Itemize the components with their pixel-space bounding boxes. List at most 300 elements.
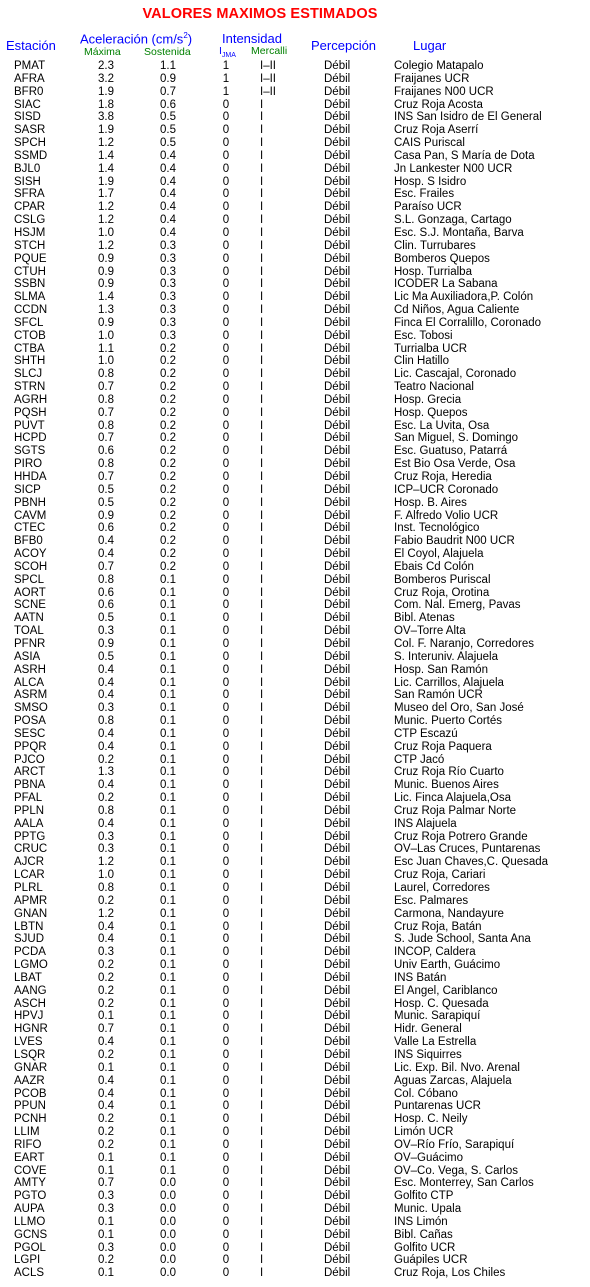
station-code: LGPI — [14, 1254, 41, 1267]
sustained-acceleration: 0.1 — [160, 1074, 176, 1087]
location: Limón UCR — [394, 1126, 454, 1139]
jma-intensity: 0 — [222, 676, 230, 689]
perception: Débil — [324, 869, 351, 882]
station-code: CTOB — [14, 329, 46, 342]
max-acceleration: 0.2 — [98, 1113, 114, 1126]
jma-intensity: 0 — [222, 1087, 230, 1100]
jma-intensity: 0 — [222, 727, 230, 740]
location: S.L. Gonzaga, Cartago — [394, 214, 512, 227]
sustained-acceleration: 0.1 — [160, 650, 176, 663]
jma-intensity: 0 — [222, 1048, 230, 1061]
perception: Débil — [324, 483, 351, 496]
jma-intensity: 0 — [222, 214, 230, 227]
station-code: LBTN — [14, 920, 44, 933]
table-row — [0, 214, 590, 227]
location: INS Limón — [394, 1215, 448, 1228]
location: Casa Pan, S María de Dota — [394, 149, 535, 162]
station-code: SCNE — [14, 599, 46, 612]
sustained-acceleration: 0.1 — [160, 1100, 176, 1113]
sustained-acceleration: 0.1 — [160, 689, 176, 702]
perception: Débil — [324, 856, 351, 869]
location: Laurel, Corredores — [394, 882, 490, 894]
location: Ebais Cd Colón — [394, 560, 474, 573]
table-row — [0, 972, 590, 985]
table-row — [0, 921, 590, 934]
location: Cruz Roja Río Cuarto — [394, 766, 504, 779]
perception: Débil — [324, 1254, 351, 1267]
jma-intensity: 1 — [222, 85, 230, 98]
station-code: AAZR — [14, 1074, 45, 1087]
mercalli-intensity: I — [260, 1203, 264, 1216]
table-row — [0, 779, 590, 792]
table-row — [0, 599, 590, 612]
mercalli-intensity: I — [260, 843, 264, 856]
sustained-acceleration: 0.1 — [160, 779, 176, 792]
table-row — [0, 1165, 590, 1178]
sustained-acceleration: 0.2 — [160, 471, 176, 483]
sustained-acceleration: 0.3 — [160, 291, 176, 304]
mercalli-intensity: I — [260, 355, 264, 368]
perception: Débil — [324, 393, 351, 406]
sustained-acceleration: 0.1 — [160, 573, 176, 586]
perception: Débil — [324, 779, 351, 792]
mercalli-intensity: I — [260, 971, 264, 984]
location: Cruz Roja, Orotina — [394, 586, 490, 599]
jma-intensity: 0 — [222, 856, 230, 869]
sustained-acceleration: 0.1 — [160, 753, 176, 766]
jma-intensity: 0 — [222, 959, 230, 972]
jma-intensity: 0 — [222, 869, 230, 882]
sustained-acceleration: 0.4 — [160, 201, 176, 214]
station-code: PJCO — [14, 753, 45, 766]
table-row — [0, 869, 590, 882]
mercalli-intensity: I — [260, 612, 264, 625]
perception: Débil — [324, 663, 351, 676]
location: Hosp. B. Aires — [394, 496, 467, 509]
location: Valle La Estrella — [394, 1036, 477, 1049]
location: Lic. Cascajal, Coronado — [394, 368, 517, 381]
perception: Débil — [324, 291, 351, 304]
max-acceleration: 0.2 — [98, 1254, 114, 1267]
jma-intensity: 0 — [222, 137, 230, 150]
location: Hosp. San Ramón — [394, 663, 488, 676]
max-acceleration: 0.8 — [98, 419, 114, 432]
table-row — [0, 664, 590, 677]
station-code: STRN — [14, 381, 46, 394]
max-acceleration: 0.4 — [98, 920, 114, 933]
max-acceleration: 1.0 — [98, 329, 114, 342]
station-code: PCNH — [14, 1113, 47, 1126]
location: Cruz Roja Paquera — [394, 740, 492, 753]
jma-intensity: 0 — [222, 560, 230, 573]
mercalli-intensity: I — [260, 1126, 264, 1139]
mercalli-intensity: I — [260, 406, 264, 419]
max-acceleration: 1.9 — [98, 124, 114, 137]
location: Cruz Roja, Los Chiles — [394, 1267, 506, 1280]
jma-intensity: 0 — [222, 663, 230, 676]
header-intensidad: Intensidad — [222, 31, 282, 46]
station-code: LLMO — [14, 1215, 46, 1228]
max-acceleration: 0.8 — [98, 393, 114, 406]
location: Puntarenas UCR — [394, 1100, 481, 1113]
mercalli-intensity: I — [260, 522, 264, 535]
station-code: LBAT — [14, 971, 42, 984]
station-code: SLMA — [14, 291, 46, 304]
max-acceleration: 1.2 — [98, 214, 114, 227]
sustained-acceleration: 1.1 — [160, 60, 176, 72]
table-row — [0, 510, 590, 523]
station-code: COVE — [14, 1164, 47, 1177]
mercalli-intensity: I — [260, 278, 264, 291]
jma-intensity: 0 — [222, 817, 230, 830]
sustained-acceleration: 0.1 — [160, 1138, 176, 1151]
perception: Débil — [324, 612, 351, 625]
perception: Débil — [324, 997, 351, 1010]
station-code: SESC — [14, 727, 46, 740]
mercalli-intensity: I — [260, 933, 264, 946]
location: Hosp. S Isidro — [394, 175, 467, 188]
page-title: VALORES MAXIMOS ESTIMADOS — [142, 6, 378, 22]
perception: Débil — [324, 419, 351, 432]
location: OV–Río Frío, Sarapiquí — [394, 1138, 515, 1151]
mercalli-intensity: I — [260, 689, 264, 702]
mercalli-intensity: I — [260, 98, 264, 111]
station-code: SPCH — [14, 137, 46, 150]
station-code: CRUC — [14, 843, 48, 856]
mercalli-intensity: I — [260, 882, 264, 894]
sustained-acceleration: 0.1 — [160, 869, 176, 882]
mercalli-intensity: I — [260, 316, 264, 329]
station-code: SFCL — [14, 316, 44, 329]
max-acceleration: 1.4 — [98, 149, 114, 162]
table-row — [0, 741, 590, 754]
perception: Débil — [324, 1010, 351, 1023]
location: Est Bio Osa Verde, Osa — [394, 458, 516, 471]
max-acceleration: 0.1 — [98, 1151, 114, 1164]
max-acceleration: 1.0 — [98, 869, 114, 882]
jma-intensity: 0 — [222, 894, 230, 907]
max-acceleration: 1.8 — [98, 98, 114, 111]
location: CTP Escazú — [394, 727, 458, 740]
table-row — [0, 368, 590, 381]
perception: Débil — [324, 1151, 351, 1164]
station-code: SMSO — [14, 702, 48, 715]
table-row — [0, 86, 590, 99]
table-row — [0, 124, 590, 137]
station-code: SPCL — [14, 573, 45, 586]
sustained-acceleration: 0.2 — [160, 445, 176, 458]
station-code: PIRO — [14, 458, 43, 471]
max-acceleration: 0.9 — [98, 252, 114, 265]
max-acceleration: 0.4 — [98, 535, 114, 548]
mercalli-intensity: I — [260, 804, 264, 817]
max-acceleration: 1.2 — [98, 201, 114, 214]
jma-intensity: 0 — [222, 252, 230, 265]
mercalli-intensity: I — [260, 599, 264, 612]
max-acceleration: 1.2 — [98, 239, 114, 252]
perception: Débil — [324, 458, 351, 471]
mercalli-intensity: I — [260, 1190, 264, 1203]
max-acceleration: 3.8 — [98, 111, 114, 124]
jma-intensity: 0 — [222, 1100, 230, 1113]
station-code: LLIM — [14, 1126, 40, 1139]
mercalli-intensity: I — [260, 419, 264, 432]
mercalli-intensity: I — [260, 869, 264, 882]
location: F. Alfredo Volio UCR — [394, 509, 499, 522]
location: El Coyol, Alajuela — [394, 548, 484, 561]
mercalli-intensity: I — [260, 560, 264, 573]
mercalli-intensity: I — [260, 483, 264, 496]
max-acceleration: 0.1 — [98, 1061, 114, 1074]
location: Cruz Roja Potrero Grande — [394, 830, 528, 843]
perception: Débil — [324, 1138, 351, 1151]
table-row — [0, 625, 590, 638]
perception: Débil — [324, 625, 351, 638]
perception: Débil — [324, 149, 351, 162]
perception: Débil — [324, 650, 351, 663]
location: OV–Co. Vega, S. Carlos — [394, 1164, 519, 1177]
sustained-acceleration: 0.2 — [160, 522, 176, 535]
sustained-acceleration: 0.1 — [160, 792, 176, 805]
max-acceleration: 1.0 — [98, 355, 114, 368]
location: Teatro Nacional — [394, 381, 474, 394]
max-acceleration: 0.3 — [98, 1203, 114, 1216]
perception: Débil — [324, 445, 351, 458]
location: Col. Cóbano — [394, 1087, 458, 1100]
location: Munic. Puerto Cortés — [394, 715, 503, 728]
mercalli-intensity: I — [260, 1023, 264, 1036]
perception: Débil — [324, 265, 351, 278]
sustained-acceleration: 0.1 — [160, 894, 176, 907]
location: Lic. Finca Alajuela,Osa — [394, 792, 511, 805]
station-code: CTUH — [14, 265, 46, 278]
jma-intensity: 0 — [222, 1254, 230, 1267]
table-row — [0, 1267, 590, 1280]
location: INCOP, Caldera — [394, 946, 476, 959]
sustained-acceleration: 0.3 — [160, 304, 176, 317]
mercalli-intensity: I–II — [260, 60, 276, 72]
jma-intensity: 0 — [222, 715, 230, 728]
table-row — [0, 343, 590, 356]
max-acceleration: 0.6 — [98, 586, 114, 599]
table-row — [0, 381, 590, 394]
perception: Débil — [324, 573, 351, 586]
sustained-acceleration: 0.2 — [160, 355, 176, 368]
sustained-acceleration: 0.4 — [160, 162, 176, 175]
header-ijma-subscript: JMA — [221, 52, 236, 60]
jma-intensity: 0 — [222, 111, 230, 124]
table-row — [0, 317, 590, 330]
jma-intensity: 0 — [222, 1074, 230, 1087]
jma-intensity: 0 — [222, 612, 230, 625]
perception: Débil — [324, 1203, 351, 1216]
station-code: AATN — [14, 612, 44, 625]
jma-intensity: 0 — [222, 419, 230, 432]
max-acceleration: 0.6 — [98, 522, 114, 535]
max-acceleration: 0.4 — [98, 1087, 114, 1100]
mercalli-intensity: I — [260, 162, 264, 175]
table-row — [0, 445, 590, 458]
station-code: AANG — [14, 984, 47, 997]
max-acceleration: 0.4 — [98, 933, 114, 946]
mercalli-intensity: I — [260, 111, 264, 124]
mercalli-intensity: I — [260, 124, 264, 137]
max-acceleration: 0.8 — [98, 804, 114, 817]
max-acceleration: 0.3 — [98, 625, 114, 638]
sustained-acceleration: 0.0 — [160, 1177, 176, 1190]
table-row — [0, 638, 590, 651]
sustained-acceleration: 0.1 — [160, 1061, 176, 1074]
perception: Débil — [324, 496, 351, 509]
table-row — [0, 1242, 590, 1255]
location: Esc. La Uvita, Osa — [394, 419, 490, 432]
station-code: GNAR — [14, 1061, 48, 1074]
location: Carmona, Nandayure — [394, 907, 504, 920]
station-code: PPLN — [14, 804, 45, 817]
table-row — [0, 1088, 590, 1101]
mercalli-intensity: I — [260, 830, 264, 843]
mercalli-intensity: I — [260, 445, 264, 458]
station-code: SISH — [14, 175, 41, 188]
sustained-acceleration: 0.1 — [160, 676, 176, 689]
table-row — [0, 1023, 590, 1036]
jma-intensity: 0 — [222, 522, 230, 535]
table-row — [0, 407, 590, 420]
station-code: AMTY — [14, 1177, 46, 1190]
jma-intensity: 0 — [222, 1267, 230, 1280]
perception: Débil — [324, 971, 351, 984]
mercalli-intensity: I — [260, 920, 264, 933]
mercalli-intensity: I — [260, 1061, 264, 1074]
mercalli-intensity: I — [260, 1164, 264, 1177]
perception: Débil — [324, 920, 351, 933]
mercalli-intensity: I — [260, 625, 264, 638]
table-row — [0, 278, 590, 291]
jma-intensity: 0 — [222, 265, 230, 278]
location: Jn Lankester N00 UCR — [394, 162, 513, 175]
perception: Débil — [324, 432, 351, 445]
perception: Débil — [324, 226, 351, 239]
table-row — [0, 805, 590, 818]
sustained-acceleration: 0.4 — [160, 175, 176, 188]
max-acceleration: 0.2 — [98, 971, 114, 984]
mercalli-intensity: I — [260, 137, 264, 150]
jma-intensity: 0 — [222, 406, 230, 419]
jma-intensity: 0 — [222, 933, 230, 946]
mercalli-intensity: I — [260, 432, 264, 445]
perception: Débil — [324, 162, 351, 175]
station-code: PBNA — [14, 779, 46, 792]
perception: Débil — [324, 304, 351, 317]
jma-intensity: 0 — [222, 804, 230, 817]
mercalli-intensity: I–II — [260, 85, 276, 98]
jma-intensity: 0 — [222, 1061, 230, 1074]
perception: Débil — [324, 727, 351, 740]
location: Cd Niños, Agua Caliente — [394, 304, 520, 317]
max-acceleration: 0.8 — [98, 368, 114, 381]
mercalli-intensity: I — [260, 779, 264, 792]
table-row — [0, 933, 590, 946]
table-row — [0, 1075, 590, 1088]
station-code: ASRH — [14, 663, 46, 676]
jma-intensity: 0 — [222, 1138, 230, 1151]
perception: Débil — [324, 599, 351, 612]
station-code: ASIA — [14, 650, 41, 663]
sustained-acceleration: 0.1 — [160, 971, 176, 984]
mercalli-intensity: I — [260, 342, 264, 355]
sustained-acceleration: 0.1 — [160, 843, 176, 856]
max-acceleration: 0.6 — [98, 445, 114, 458]
location: San Ramón UCR — [394, 689, 483, 702]
station-code: TOAL — [14, 625, 44, 638]
header-aceleracion-exponent: 2 — [183, 31, 188, 40]
jma-intensity: 0 — [222, 1228, 230, 1241]
mercalli-intensity: I — [260, 188, 264, 201]
jma-intensity: 0 — [222, 432, 230, 445]
station-code: SIAC — [14, 98, 41, 111]
mercalli-intensity: I — [260, 535, 264, 548]
table-row — [0, 946, 590, 959]
station-code: APMR — [14, 894, 48, 907]
perception: Débil — [324, 830, 351, 843]
header-maxima: Máxima — [84, 46, 121, 58]
table-row — [0, 574, 590, 587]
perception: Débil — [324, 471, 351, 483]
table-row — [0, 587, 590, 600]
table-row — [0, 201, 590, 214]
station-code: GCNS — [14, 1228, 48, 1241]
max-acceleration: 0.2 — [98, 1126, 114, 1139]
sustained-acceleration: 0.1 — [160, 766, 176, 779]
jma-intensity: 0 — [222, 907, 230, 920]
mercalli-intensity: I — [260, 496, 264, 509]
location: Inst. Tecnológico — [394, 522, 480, 535]
sustained-acceleration: 0.1 — [160, 637, 176, 650]
sustained-acceleration: 0.2 — [160, 432, 176, 445]
table-row — [0, 766, 590, 779]
jma-intensity: 0 — [222, 625, 230, 638]
perception: Débil — [324, 817, 351, 830]
max-acceleration: 0.7 — [98, 560, 114, 573]
header-lugar: Lugar — [413, 38, 447, 53]
perception: Débil — [324, 60, 351, 72]
location: S. Interuniv. Alajuela — [394, 650, 498, 663]
station-code: BJL0 — [14, 162, 41, 175]
perception: Débil — [324, 984, 351, 997]
perception: Débil — [324, 1100, 351, 1113]
location: Bomberos Quepos — [394, 252, 490, 265]
jma-intensity: 0 — [222, 753, 230, 766]
location: Esc. Palmares — [394, 894, 469, 907]
jma-intensity: 0 — [222, 226, 230, 239]
sustained-acceleration: 0.0 — [160, 1228, 176, 1241]
jma-intensity: 0 — [222, 1113, 230, 1126]
max-acceleration: 0.4 — [98, 1074, 114, 1087]
sustained-acceleration: 0.2 — [160, 483, 176, 496]
max-acceleration: 0.7 — [98, 406, 114, 419]
perception: Débil — [324, 175, 351, 188]
max-acceleration: 1.1 — [98, 342, 114, 355]
jma-intensity: 0 — [222, 304, 230, 317]
location: Cruz Roja Aserrí — [394, 124, 479, 137]
station-code: BFB0 — [14, 535, 43, 548]
location: Esc. Tobosi — [394, 329, 453, 342]
header-percepcion: Percepción — [311, 38, 377, 53]
table-row — [0, 227, 590, 240]
sustained-acceleration: 0.1 — [160, 997, 176, 1010]
max-acceleration: 1.2 — [98, 907, 114, 920]
perception: Débil — [324, 1061, 351, 1074]
